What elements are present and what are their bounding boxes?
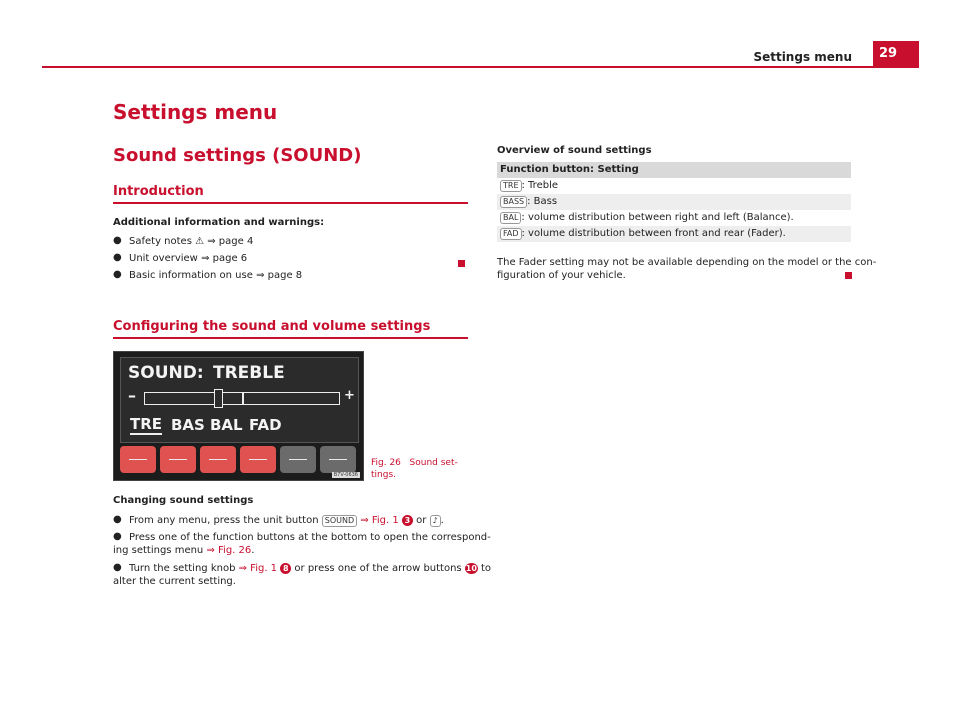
music-note-icon: ♪ [430, 515, 441, 527]
image-code: B7V-0636 [333, 472, 358, 478]
section-title: Sound settings (SOUND) [113, 145, 362, 166]
bullet-dot: ● [113, 252, 122, 263]
bullet-dot: ● [113, 269, 122, 280]
changing-step-2-cont: ing settings menu ⇒ Fig. 26. [113, 545, 255, 556]
fader-note-line-1: The Fader setting may not be available depending on the model or the con- [497, 257, 877, 268]
changing-step-3-cont: alter the current setting. [113, 576, 236, 587]
intro-lead: Additional information and warnings: [113, 217, 325, 228]
tab-bal: BAL [210, 416, 243, 434]
section-end-mark [845, 272, 852, 279]
table-row: BASS : Bass [497, 194, 851, 210]
bullet-dot: ● [113, 531, 122, 542]
minus-label: – [128, 386, 136, 405]
callout-8: 8 [280, 563, 291, 574]
function-button-1 [120, 446, 156, 473]
fig-1-link[interactable]: ⇒ Fig. 1 [238, 563, 278, 574]
running-header-title: Settings menu [753, 50, 852, 64]
intro-heading: Introduction [113, 184, 204, 199]
screen-title-treble: TREBLE [213, 363, 285, 383]
tre-key: TRE [500, 180, 522, 192]
plus-label: + [344, 388, 355, 403]
changing-step-2: Press one of the function buttons at the bottom to open the correspond- [129, 532, 491, 543]
overview-table [497, 162, 851, 242]
tab-tre: TRE [130, 415, 163, 433]
table-row: TRE : Treble [497, 178, 851, 194]
warning-icon: ⚠ [195, 236, 205, 247]
figure-caption: Fig. 26 Sound set- tings. [371, 458, 458, 480]
screen-title-sound: SOUND: [128, 363, 204, 383]
callout-3: 3 [402, 515, 413, 526]
function-button-3 [200, 446, 236, 473]
bullet-unit-overview: Unit overview ⇒ page 6 [129, 253, 248, 264]
display-screen [120, 357, 359, 443]
configuring-heading: Configuring the sound and volume settings [113, 319, 431, 334]
table-header: Function button: Setting [497, 162, 851, 178]
overview-title: Overview of sound settings [497, 145, 652, 156]
changing-title: Changing sound settings [113, 495, 254, 506]
treble-slider-thumb [214, 389, 223, 408]
fig-26-link[interactable]: ⇒ Fig. 26 [206, 545, 252, 556]
bullet-safety-notes: Safety notes ⚠ ⇒ page 4 [129, 236, 254, 247]
bal-key: BAL [500, 212, 521, 224]
sound-settings-figure [113, 351, 364, 481]
changing-step-1: From any menu, press the unit button SOUND ⇒ Fig. 1 3 or ♪ . [129, 515, 444, 526]
header-rule [42, 66, 919, 68]
callout-10: 10 [465, 564, 477, 573]
tab-fad: FAD [249, 416, 282, 434]
bullet-dot: ● [113, 562, 122, 573]
function-button-2 [160, 446, 196, 473]
changing-step-3: Turn the setting knob ⇒ Fig. 1 8 or press one of the arrow buttons 10 to [129, 563, 492, 574]
fig-1-link[interactable]: ⇒ Fig. 1 [360, 515, 399, 526]
bullet-dot: ● [113, 514, 122, 525]
bullet-dot: ● [113, 235, 122, 246]
configuring-rule [113, 337, 468, 339]
sound-key: SOUND [322, 515, 357, 527]
function-button-5 [280, 446, 316, 473]
bass-key: BASS [500, 196, 527, 208]
fader-note-line-2: figuration of your vehicle. [497, 270, 626, 281]
function-button-4 [240, 446, 276, 473]
section-end-mark [458, 260, 465, 267]
page-number: 29 [873, 41, 919, 67]
intro-rule [113, 202, 468, 204]
bullet-basic-info: Basic information on use ⇒ page 8 [129, 270, 303, 281]
table-row: FAD : volume distribution between front and rear (Fader). [497, 226, 851, 242]
chapter-title: Settings menu [113, 100, 278, 124]
slider-center-tick [242, 392, 244, 405]
function-button-6 [320, 446, 356, 473]
tab-bas: BAS [171, 416, 205, 434]
fad-key: FAD [500, 228, 522, 240]
table-row: BAL : volume distribution between right and left (Balance). [497, 210, 851, 226]
